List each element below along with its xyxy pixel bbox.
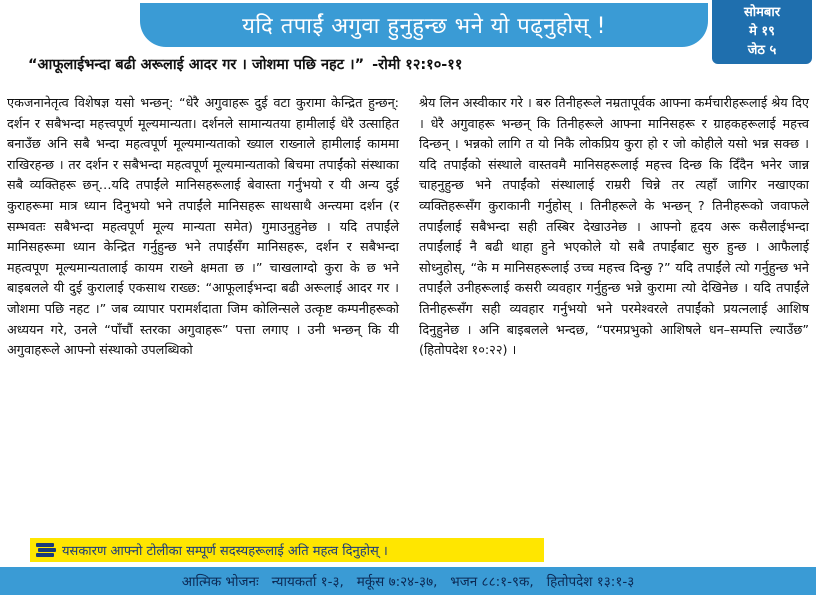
- footer-reading-plan: [0, 567, 816, 595]
- takeaway-text: यसकारण आफ्नो टोलीका सम्पूर्ण सदस्यहरूलाई अति महत्व दिनुहोस् ।: [62, 544, 388, 559]
- verse-reference: -रोमी १२:१०-११: [372, 57, 463, 73]
- book-icon: [36, 542, 56, 558]
- page-title: यदि तपाईं अगुवा हुनुहुन्छ भने यो पढ्नुहोस् !: [242, 14, 606, 39]
- body-right-column: [419, 94, 809, 362]
- date-nepali: जेठ ५: [747, 43, 777, 58]
- body-paragraph-left: एकजनानेतृत्व विशेषज्ञ यसो भन्छन्: “धेरै अगुवाहरू दुई वटा कुरामा केन्द्रित हुन्छन्: दर्शन र सबैभन्दा महत्त्वपूर्ण मूल्यमान्यता। दर्शनले सामान्यतया हामीलाई धेरै उत्साहित बनाउँछ अनि सबै भन्दा महत्वपूर्ण मूल्यमान्यताको ख्याल राख्नाले हामीलाई काममा राखिरहन्छ । तर दर्शन र सबैभन्दा महत्वपूर्ण मूल्यमान्यताको बिचमा तपाईंको संस्थाका सबै व्यक्तिहरू छन्…यदि तपाईंले मानिसहरूलाई बेवास्ता गर्नुभयो र यी अन्य दुई कुराहरूमा मात्र ध्यान दिनुभयो भने तपाईंले मानिसहरू साथसाथै अन्त्यमा दर्शन (र सम्भवतः सबैभन्दा महत्वपूर्ण मूल्य मान्यता समेत) गुमाउनुहुनेछ । यदि तपाईंले मानिसहरूमा ध्यान केन्द्रित गर्नुहुन्छ भने तपाईंसँग मानिसहरू, दर्शन र सबैभन्दा महत्वपूण मूल्यमान्यतालाई कायम राख्ने क्षमता छ ।” चाखलाग्दो कुरा के छ भने बाइबलले यी दुई कुरालाई एकसाथ राख्छ: “आफूलाईभन्दा बढी अरूलाई आदर गर । जोशमा पछि नहट ।” जब व्यापार परामर्शदाता जिम कोलिन्सले उत्कृष्ट कम्पनीहरूको अध्ययन गरे, उनले “पाँचौं स्तरका अगुवाहरू” पत्ता लगाए । उनी भन्छन् कि यी अगुवाहरूले आफ्नो संस्थाको उपलब्धिको: [7, 96, 399, 359]
- takeaway-highlight: [30, 538, 544, 562]
- date-box: [712, 0, 812, 64]
- date-weekday: सोमबार: [743, 5, 781, 20]
- body-left-column: [7, 94, 399, 362]
- header-banner: [140, 3, 708, 47]
- key-verse: [28, 54, 718, 76]
- verse-text: “आफूलाईभन्दा बढी अरूलाई आदर गर । जोशमा पछि नहट ।”: [28, 57, 365, 73]
- footer-text: आत्मिक भोजनः न्यायकर्ता १-३, मर्कूस ७:२४-३७, भजन ८८:१-९क, हितोपदेश १३:१-३: [181, 574, 635, 590]
- date-gregorian: मे १९: [749, 24, 775, 39]
- body-paragraph-right: श्रेय लिन अस्वीकार गरे । बरु तिनीहरूले नम्रतापूर्वक आफ्ना कर्मचारीहरूलाई श्रेय दिए । धेरै अगुवाहरू भन्छन् कि तिनीहरूले आफ्ना मानिसहरू र ग्राहकहरूलाई महत्त्व दिन्छन् । भन्नको लागि त यो निकै लोकप्रिय कुरा हो र जो कोहीले यसो भन्न सक्छ । यदि तपाईंको संस्थाले वास्तवमै मानिसहरूलाई महत्त्व दिन्छ कि दिँदैन भनेर जान्न चाहनुहुन्छ भने तपाईंको संस्थालाई राम्ररी चिन्ने तर त्यहाँ जागिर नखाएका व्यक्तिहरूसँग कुराकानी गर्नुहोस् । तिनीहरूले के भन्छन् ? तिनीहरूको जवाफले तपाईंलाई सबैभन्दा सही तस्बिर देखाउनेछ । आफ्नो हृदय अरू कसैलाईभन्दा तपाईंलाई नै बढी थाहा हुने भएकोले यो सबै तपाईंबाट सुरु हुन्छ । आफैलाई सोध्नुहोस्, “के म मानिसहरूलाई उच्च महत्त्व दिन्छु ?” यदि तपाईंले त्यो गर्नुहुन्छ भने तपाईंले उनीहरूलाई कसरी व्यवहार गर्नुहुन्छ भन्ने कुरामा त्यो देखिनेछ । यदि तपाईंले तिनीहरूसँग सही व्यवहार गर्नुभयो भने परमेश्वरले तपाईंको प्रयत्नलाई आशिष दिनुहुनेछ । अनि बाइबलले भन्दछ, “परमप्रभुको आशिषले धन–सम्पत्ति ल्याउँछ” (हितोपदेश १०:२२) ।: [419, 96, 809, 359]
